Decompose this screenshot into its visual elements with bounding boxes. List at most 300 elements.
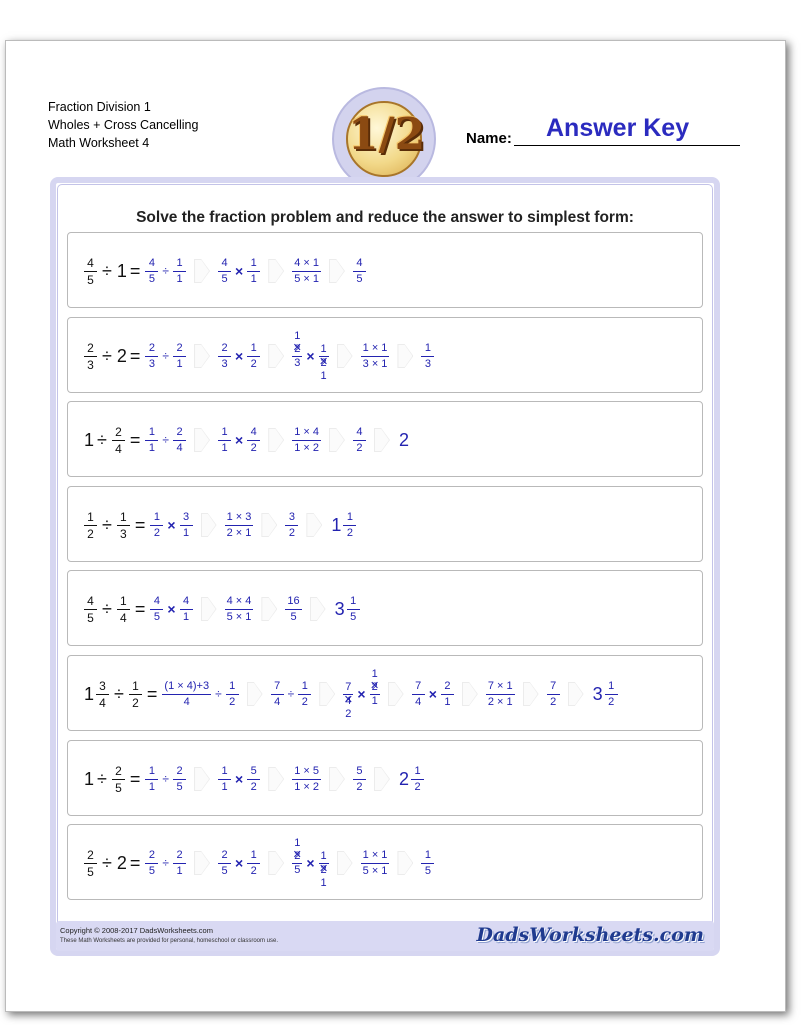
fraction [84, 510, 97, 541]
numerator: 2 [221, 341, 228, 354]
cancelled-denominator: 2 ✕ [319, 864, 329, 877]
denominator: 2 [250, 780, 257, 793]
divide-sign: ÷ [215, 687, 222, 701]
numerator: 2 [221, 848, 228, 861]
fraction [247, 342, 260, 371]
fraction [605, 680, 618, 709]
divide-sign: ÷ [162, 772, 170, 786]
whole-number: 1 [84, 768, 95, 789]
numerator: 4 [356, 425, 363, 438]
times-sign: × [357, 686, 366, 702]
cancel-annotation-bottom: 1 [320, 369, 327, 382]
solution-steps [143, 837, 436, 890]
numerator: 1 [120, 593, 127, 608]
denominator: 5 × 1 [294, 272, 319, 285]
denominator: 2 [229, 695, 236, 708]
numerator: 16 [287, 594, 300, 607]
numerator: 4 [148, 256, 155, 269]
problem-row [67, 401, 703, 477]
numerator: 1 [350, 594, 357, 607]
divide-sign: ÷ [102, 598, 112, 619]
denominator: 5 [153, 610, 160, 623]
final-answer [419, 849, 436, 878]
denominator: 4 [115, 441, 122, 456]
divisor [127, 679, 144, 710]
fraction [247, 257, 260, 286]
numerator: 7 [274, 679, 281, 692]
denominator: 1 [176, 272, 183, 285]
cancelled-numerator: 2 ✕ [370, 681, 380, 694]
whole-number: 3 [592, 683, 603, 704]
question [82, 764, 143, 795]
numerator: 1 [176, 256, 183, 269]
step-arrow-icon [329, 428, 345, 452]
fraction [145, 257, 158, 286]
fraction [218, 342, 231, 371]
numerator: 4 [356, 256, 363, 269]
fraction-bar [145, 779, 158, 780]
fraction [180, 511, 193, 540]
cancelled-numerator: 2 ✕ [292, 850, 302, 863]
fraction-bar [84, 863, 97, 864]
step-s1 [148, 511, 194, 540]
numerator: 1 [320, 849, 327, 862]
fraction-bar [285, 525, 298, 526]
denominator: 1 × 2 [294, 441, 319, 454]
divide-sign: ÷ [97, 768, 107, 789]
fraction-bar [117, 609, 130, 610]
numerator: 1 [414, 764, 421, 777]
denominator: 4 [274, 695, 281, 708]
times-sign: × [235, 263, 244, 279]
numerator: 1 [250, 256, 257, 269]
denominator: 3 [294, 356, 301, 369]
denominator: 5 [221, 864, 228, 877]
problem-expression [82, 741, 426, 817]
denominator: 5 [424, 864, 431, 877]
denominator: 3 [221, 357, 228, 370]
denominator: 2 [414, 780, 421, 793]
question [82, 848, 143, 879]
denominator: 2 [608, 695, 615, 708]
fraction-bar [145, 356, 158, 357]
solution-steps [143, 765, 426, 794]
step-arrow-icon [194, 767, 210, 791]
denominator: 2 [87, 526, 94, 541]
solution-steps [160, 668, 619, 721]
step-s2 [216, 765, 262, 794]
fraction-bar [247, 779, 260, 780]
numerator: 2 [176, 848, 183, 861]
step-arrow-icon [268, 851, 284, 875]
numerator: 1 [424, 848, 431, 861]
step-arrow-icon [337, 851, 353, 875]
problem-expression [82, 487, 358, 563]
fraction [411, 765, 424, 794]
step-s3 [292, 426, 321, 455]
divide-sign: ÷ [97, 429, 107, 450]
fraction [298, 680, 311, 709]
numerator: 4 [221, 256, 228, 269]
fraction-bar [150, 525, 163, 526]
cancel-annotation-bottom: 2 [345, 707, 352, 720]
fraction [247, 426, 260, 455]
fraction-bar [218, 271, 231, 272]
numerator: 7 [415, 679, 422, 692]
step-arrow-icon [261, 597, 277, 621]
numerator: 1 [148, 425, 155, 438]
step-s1 [143, 765, 188, 794]
problem-row [67, 486, 703, 562]
denominator: 4 [183, 695, 190, 708]
solution-steps [143, 330, 436, 383]
whole-number: 1 [84, 429, 95, 450]
fraction-bar [218, 356, 231, 357]
denominator: 2 [132, 695, 139, 710]
numerator: 1 [424, 341, 431, 354]
whole-number: 1 [331, 514, 342, 535]
fraction-bar [361, 356, 390, 357]
fraction-bar [162, 694, 211, 695]
step-arrow-icon [397, 344, 413, 368]
cancel-annotation-bottom: 1 [320, 876, 327, 889]
cancel-fraction [319, 837, 329, 890]
title-line-1: Fraction Division 1 [48, 100, 151, 114]
denominator: 3 × 1 [362, 357, 388, 370]
fraction-bar [145, 440, 158, 441]
fraction-bar [225, 609, 254, 610]
step-s2 [225, 511, 254, 540]
step-arrow-icon [329, 767, 345, 791]
divide-sign: ÷ [287, 687, 295, 701]
times-sign: × [235, 771, 244, 787]
denominator: 5 [221, 272, 228, 285]
times-sign: × [167, 601, 176, 617]
fraction-bar [84, 271, 97, 272]
fraction-bar [421, 356, 434, 357]
step-arrow-icon [201, 597, 217, 621]
step-s1 [160, 680, 240, 709]
denominator: 2 [550, 695, 557, 708]
equals-sign: = [129, 768, 141, 789]
fraction [226, 680, 239, 709]
question [82, 594, 148, 625]
numerator: 7 [345, 680, 352, 693]
fraction-bar [292, 440, 321, 441]
fraction-bar [292, 779, 321, 780]
fraction [247, 849, 260, 878]
denominator: 5 [290, 610, 297, 623]
problem-row [67, 824, 703, 900]
fraction-bar [247, 271, 260, 272]
copyright-text: Copyright © 2008-2017 DadsWorksheets.com [60, 926, 213, 935]
fraction-bar [180, 609, 193, 610]
title-line-2: Wholes + Cross Cancelling [48, 118, 199, 132]
step-s1 [143, 849, 188, 878]
denominator: 5 [115, 780, 122, 795]
divisor [115, 853, 127, 874]
problem-row [67, 740, 703, 816]
numerator: 2 [176, 764, 183, 777]
numerator: 1 [250, 848, 257, 861]
fraction-bar [218, 779, 231, 780]
numerator: 4 [250, 425, 257, 438]
step-s4 [353, 426, 366, 455]
question [82, 256, 143, 287]
dividend [82, 848, 99, 879]
fraction [173, 849, 186, 878]
numerator: 1 × 1 [362, 848, 388, 861]
numerator: 1 [153, 510, 160, 523]
cancel-fraction [292, 837, 302, 890]
cancel-annotation-top: 1 [294, 329, 301, 342]
numerator: 2 [176, 425, 183, 438]
step-arrow-icon [329, 259, 345, 283]
fraction-bar [285, 609, 301, 610]
fraction [218, 257, 231, 286]
step-arrow-icon [268, 259, 284, 283]
numerator: 1 [320, 342, 327, 355]
numerator: 2 [87, 340, 94, 355]
denominator: 1 [176, 357, 183, 370]
denominator: 3 [87, 357, 94, 372]
solution-steps [148, 511, 358, 540]
dividend [82, 679, 111, 710]
denominator: 5 [176, 780, 183, 793]
problem-row [67, 232, 703, 308]
equals-sign: = [129, 429, 141, 450]
whole-number: 1 [116, 260, 127, 281]
divide-sign: ÷ [102, 260, 112, 281]
fraction [412, 680, 425, 709]
fraction-bar [84, 609, 97, 610]
numerator: 2 [444, 679, 451, 692]
numerator: 3 [99, 678, 106, 693]
step-s3 [285, 511, 298, 540]
numerator: 2 [176, 341, 183, 354]
numerator: 2 [87, 847, 94, 862]
fraction-bar [180, 525, 193, 526]
title-line-3: Math Worksheet 4 [48, 136, 150, 150]
divide-sign: ÷ [102, 852, 112, 873]
denominator: 5 [294, 863, 301, 876]
step-s2 [216, 342, 262, 371]
equals-sign: = [134, 598, 146, 619]
fraction [150, 595, 163, 624]
divide-sign: ÷ [162, 856, 170, 870]
fraction-bar [605, 694, 618, 695]
solution-steps [143, 257, 368, 286]
question [82, 679, 160, 710]
fraction [180, 595, 193, 624]
fraction-bar [129, 694, 142, 695]
numerator: 4 [87, 255, 94, 270]
step-arrow-icon [374, 767, 390, 791]
numerator: 1 [229, 679, 236, 692]
numerator: 1 [301, 679, 308, 692]
step-s3 [361, 849, 390, 878]
fraction-bar [218, 863, 231, 864]
fraction [173, 342, 186, 371]
fraction [145, 765, 158, 794]
fraction-bar [361, 863, 390, 864]
question [82, 510, 148, 541]
dividend [82, 430, 94, 451]
step-arrow-icon [201, 513, 217, 537]
denominator: 4 [176, 441, 183, 454]
fraction [218, 849, 231, 878]
divisor [110, 425, 127, 456]
fraction [112, 425, 125, 456]
step-arrow-icon [523, 682, 539, 706]
fraction-bar [298, 694, 311, 695]
step-arrow-icon [194, 851, 210, 875]
divide-sign: ÷ [162, 349, 170, 363]
denominator: 3 [120, 526, 127, 541]
name-field [466, 114, 742, 148]
step-s1 [143, 342, 188, 371]
denominator: 2 × 1 [226, 526, 252, 539]
problem-expression [82, 656, 620, 732]
denominator: 1 [183, 526, 190, 539]
numerator: (1 × 4)+3 [164, 679, 210, 692]
fraction [173, 426, 186, 455]
fraction [145, 342, 158, 371]
whole-number: 2 [116, 852, 127, 873]
equals-sign: = [129, 260, 141, 281]
numerator: 3 [183, 510, 190, 523]
cancelled-numerator: 2 ✕ [292, 343, 302, 356]
fraction-bar [112, 440, 125, 441]
denominator: 5 [356, 272, 363, 285]
numerator: 1 [120, 509, 127, 524]
numerator: 4 × 4 [226, 594, 252, 607]
dividend [82, 256, 99, 287]
denominator: 5 [350, 610, 357, 623]
solution-steps [148, 595, 361, 624]
step-arrow-icon [397, 851, 413, 875]
denominator: 1 [444, 695, 451, 708]
problem-row [67, 655, 703, 731]
step-arrow-icon [194, 259, 210, 283]
step-arrow-icon [388, 682, 404, 706]
step-s3 [361, 342, 390, 371]
divide-sign: ÷ [102, 514, 112, 535]
fraction-bar [353, 779, 366, 780]
final-answer [590, 680, 620, 709]
step-arrow-icon [194, 428, 210, 452]
times-sign: × [235, 348, 244, 364]
denominator: 2 × 1 [487, 695, 513, 708]
numerator: 4 × 1 [294, 256, 319, 269]
step-arrow-icon [310, 597, 326, 621]
fraction [441, 680, 454, 709]
step-arrow-icon [319, 682, 335, 706]
denominator: 3 [424, 357, 431, 370]
fraction-bar [117, 525, 130, 526]
fraction-bar [547, 694, 560, 695]
denominator: 4 [120, 610, 127, 625]
final-answer [351, 257, 368, 286]
denominator: 2 [346, 526, 353, 539]
fraction-bar [421, 863, 434, 864]
denominator: 5 [148, 864, 155, 877]
fraction-bar [292, 271, 321, 272]
divide-sign: ÷ [102, 345, 112, 366]
fraction-bar [247, 863, 260, 864]
step-s3 [292, 257, 321, 286]
numerator: 1 × 1 [362, 341, 388, 354]
logo-medallion [346, 101, 426, 177]
problem-expression [82, 233, 368, 309]
equals-sign: = [129, 852, 141, 873]
fraction-bar [343, 525, 356, 526]
numerator: 2 [148, 341, 155, 354]
fraction [218, 765, 231, 794]
disclaimer-text: These Math Worksheets are provided for personal, homeschool or classroom use. [60, 938, 278, 944]
whole-number: 3 [334, 598, 345, 619]
fraction [84, 848, 97, 879]
fraction [145, 849, 158, 878]
numerator: 3 [288, 510, 295, 523]
numerator: 5 [250, 764, 257, 777]
denominator: 2 [288, 526, 295, 539]
denominator: 2 [250, 357, 257, 370]
step-s1 [143, 426, 188, 455]
numerator: 1 [221, 425, 228, 438]
numerator: 1 [87, 509, 94, 524]
cancel-fraction [292, 330, 302, 383]
fraction [421, 342, 434, 371]
step-s3 [410, 680, 456, 709]
denominator: 2 [356, 441, 363, 454]
times-sign: × [306, 348, 315, 364]
step-arrow-icon [462, 682, 478, 706]
denominator: 5 [148, 272, 155, 285]
dividend [82, 769, 94, 790]
numerator: 1 [148, 764, 155, 777]
divide-sign: ÷ [114, 683, 124, 704]
dividend [82, 510, 99, 541]
problem-expression [82, 402, 409, 478]
name-label: Name: [466, 130, 512, 147]
fraction-bar [247, 440, 260, 441]
fraction-bar [96, 694, 109, 695]
times-sign: × [306, 855, 315, 871]
fraction [84, 594, 97, 625]
step-s2 [225, 595, 254, 624]
numerator: 1 [250, 341, 257, 354]
denominator: 5 [87, 272, 94, 287]
instructions: Solve the fraction problem and reduce the answer to simplest form: [136, 209, 634, 226]
divide-sign: ÷ [162, 433, 170, 447]
numerator: 2 [115, 424, 122, 439]
cancel-fraction [319, 330, 329, 383]
final-answer [332, 595, 362, 624]
fraction-bar [173, 271, 186, 272]
numerator: 4 [153, 594, 160, 607]
fraction [347, 595, 360, 624]
fraction-bar [441, 694, 454, 695]
step-s2 [216, 849, 262, 878]
fraction [353, 257, 366, 286]
cancel-fraction [343, 668, 353, 721]
fraction-bar [412, 694, 425, 695]
step-arrow-icon [261, 513, 277, 537]
numerator: 7 × 1 [487, 679, 513, 692]
fraction [421, 849, 434, 878]
problem-expression [82, 318, 436, 394]
